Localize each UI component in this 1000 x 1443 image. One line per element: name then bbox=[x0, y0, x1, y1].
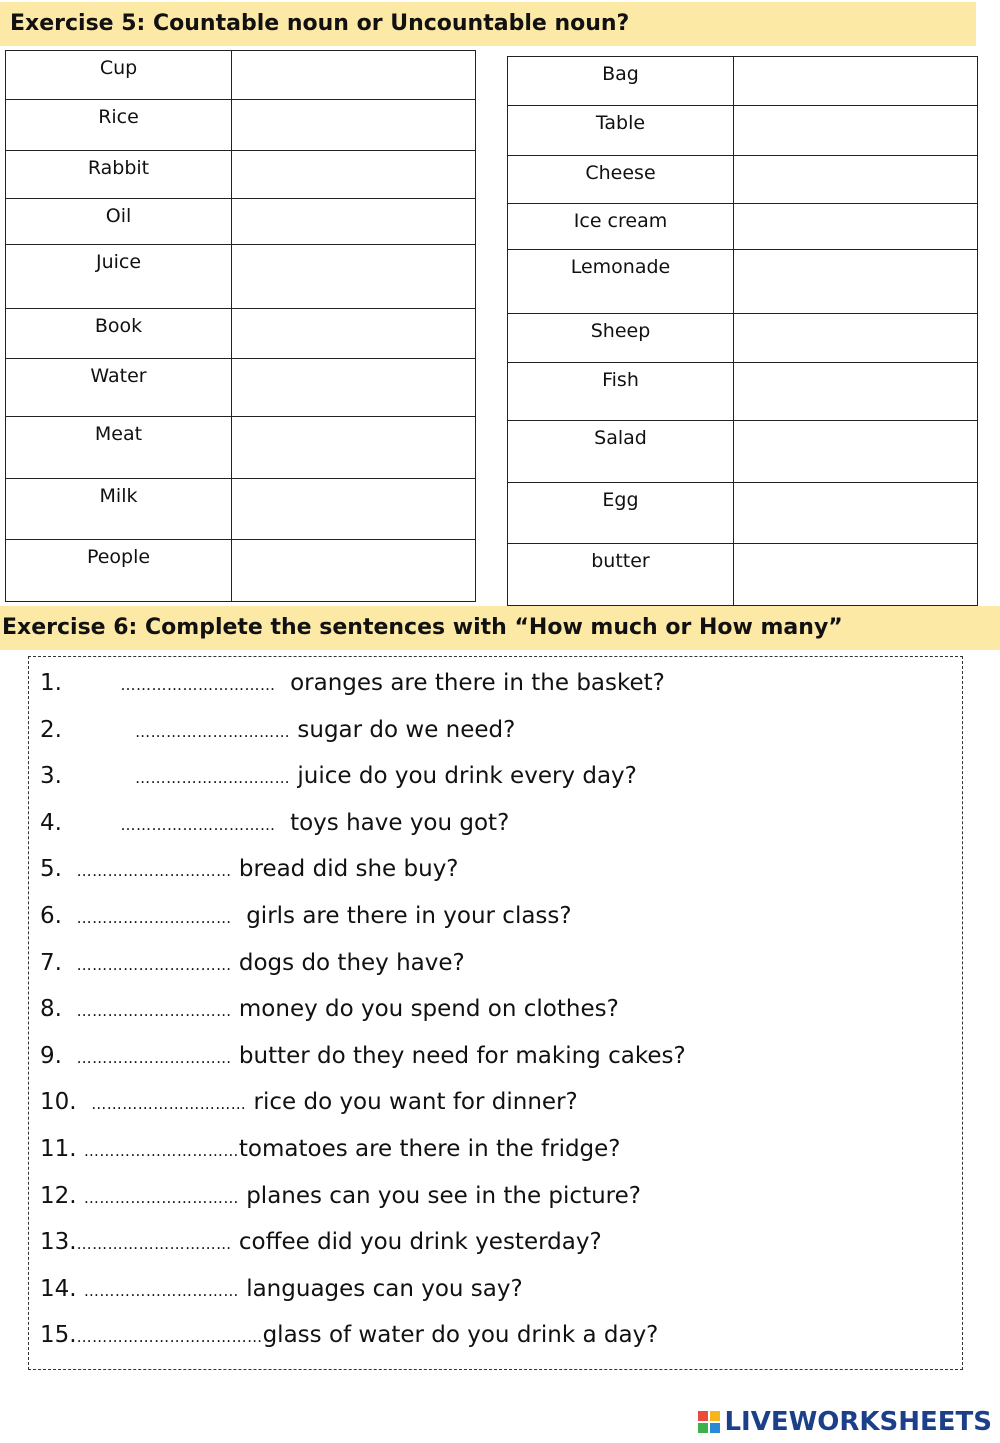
answer-blank[interactable]: ………………………… bbox=[91, 1095, 247, 1114]
sentence-text: sugar do we need? bbox=[290, 716, 516, 743]
answer-blank[interactable]: ……………………………… bbox=[76, 1328, 263, 1347]
sentence-number: 13. bbox=[40, 1229, 77, 1256]
answer-field[interactable] bbox=[232, 199, 476, 245]
sentence-item bbox=[40, 1183, 641, 1209]
answer-field[interactable] bbox=[232, 309, 476, 359]
sentence-text: toys have you got? bbox=[275, 809, 510, 836]
answer-field[interactable] bbox=[232, 359, 476, 417]
sentence-item bbox=[40, 1136, 621, 1162]
sentence-item bbox=[40, 1089, 578, 1115]
answer-blank[interactable]: ………………………… bbox=[120, 815, 276, 834]
noun-cell: Lemonade bbox=[508, 250, 734, 314]
sentence-gap bbox=[77, 1183, 84, 1209]
sentence-item bbox=[40, 670, 665, 696]
answer-field[interactable] bbox=[232, 417, 476, 479]
answer-field[interactable] bbox=[232, 540, 476, 602]
answer-field[interactable] bbox=[734, 106, 978, 156]
sentence-item bbox=[40, 903, 572, 929]
noun-cell: Milk bbox=[6, 479, 232, 540]
table-row bbox=[508, 57, 978, 106]
sentence-text: girls are there in your class? bbox=[231, 903, 572, 929]
exercise-5-title: Exercise 5: Countable noun or Uncountable noun? bbox=[0, 2, 976, 46]
answer-blank[interactable]: ………………………… bbox=[76, 1002, 232, 1021]
noun-table-left bbox=[5, 50, 476, 602]
sentence-item bbox=[40, 810, 509, 836]
table-row bbox=[6, 359, 476, 417]
answer-blank[interactable]: ………………………… bbox=[76, 909, 232, 927]
noun-cell: Oil bbox=[6, 199, 232, 245]
sentence-gap bbox=[62, 810, 121, 836]
sentence-number: 1. bbox=[40, 670, 62, 696]
answer-field[interactable] bbox=[734, 544, 978, 606]
sentence-gap bbox=[62, 763, 135, 789]
noun-cell: People bbox=[6, 540, 232, 602]
sentence-item bbox=[40, 856, 459, 882]
answer-blank[interactable]: ………………………… bbox=[76, 862, 232, 881]
sentence-text: juice do you drink every day? bbox=[290, 763, 637, 790]
answer-field[interactable] bbox=[734, 421, 978, 483]
table-row bbox=[508, 314, 978, 363]
sentence-text: planes can you see in the picture? bbox=[238, 1182, 641, 1209]
sentence-gap bbox=[77, 1136, 84, 1162]
noun-cell: Sheep bbox=[508, 314, 734, 363]
answer-field[interactable] bbox=[734, 57, 978, 106]
sentence-number: 7. bbox=[40, 949, 62, 976]
sentence-gap bbox=[77, 1089, 92, 1115]
sentence-text: glass of water do you drink a day? bbox=[262, 1322, 659, 1349]
noun-cell: Fish bbox=[508, 363, 734, 421]
liveworksheets-logo-icon bbox=[698, 1411, 720, 1433]
sentence-item bbox=[40, 763, 637, 789]
answer-field[interactable] bbox=[232, 100, 476, 151]
answer-blank[interactable]: ………………………… bbox=[120, 676, 276, 694]
table-row bbox=[508, 204, 978, 250]
answer-blank[interactable]: ………………………… bbox=[83, 1281, 239, 1300]
sentence-text: dogs do they have? bbox=[231, 949, 465, 976]
sentence-text: languages can you say? bbox=[238, 1275, 523, 1302]
answer-blank[interactable]: ………………………… bbox=[83, 1188, 239, 1207]
noun-cell: Cup bbox=[6, 51, 232, 100]
answer-blank[interactable]: ………………………… bbox=[76, 955, 232, 974]
table-row bbox=[6, 309, 476, 359]
sentence-gap bbox=[62, 996, 77, 1022]
sentence-number: 12. bbox=[40, 1182, 77, 1209]
sentence-text: oranges are there in the basket? bbox=[275, 670, 665, 696]
table-row bbox=[6, 100, 476, 151]
answer-field[interactable] bbox=[232, 51, 476, 100]
sentence-number: 8. bbox=[40, 996, 62, 1023]
table-row bbox=[6, 199, 476, 245]
sentence-number: 5. bbox=[40, 856, 62, 883]
table-row bbox=[508, 363, 978, 421]
answer-blank[interactable]: ………………………… bbox=[76, 1048, 232, 1067]
sentence-number: 11. bbox=[40, 1136, 77, 1162]
answer-field[interactable] bbox=[734, 156, 978, 204]
sentence-number: 6. bbox=[40, 903, 62, 929]
table-row bbox=[508, 421, 978, 483]
table-row bbox=[6, 51, 476, 100]
answer-field[interactable] bbox=[734, 204, 978, 250]
table-row bbox=[508, 156, 978, 204]
noun-cell: Ice cream bbox=[508, 204, 734, 250]
sentence-gap bbox=[62, 717, 135, 743]
logo-text: LIVEWORKSHEETS bbox=[724, 1407, 992, 1437]
sentence-number: 9. bbox=[40, 1042, 62, 1069]
noun-cell: butter bbox=[508, 544, 734, 606]
sentence-text: rice do you want for dinner? bbox=[246, 1089, 578, 1116]
sentence-text: bread did she buy? bbox=[231, 856, 459, 883]
noun-cell: Salad bbox=[508, 421, 734, 483]
liveworksheets-logo bbox=[698, 1407, 992, 1437]
sentence-item bbox=[40, 950, 465, 976]
table-row bbox=[508, 483, 978, 544]
sentence-number: 10. bbox=[40, 1089, 77, 1116]
table-row bbox=[508, 106, 978, 156]
answer-field[interactable] bbox=[734, 363, 978, 421]
answer-field[interactable] bbox=[232, 479, 476, 540]
sentence-gap bbox=[62, 1043, 77, 1069]
exercise-6-title: Exercise 6: Complete the sentences with “How much or How many” bbox=[0, 606, 1000, 650]
sentence-item bbox=[40, 1043, 686, 1069]
answer-field[interactable] bbox=[232, 151, 476, 199]
table-row bbox=[6, 417, 476, 479]
answer-field[interactable] bbox=[734, 483, 978, 544]
sentence-item bbox=[40, 1229, 602, 1255]
noun-cell: Juice bbox=[6, 245, 232, 309]
answer-field[interactable] bbox=[734, 250, 978, 314]
table-row bbox=[6, 245, 476, 309]
noun-cell: Rabbit bbox=[6, 151, 232, 199]
sentence-gap bbox=[62, 670, 121, 696]
sentence-gap bbox=[62, 950, 77, 976]
sentence-number: 2. bbox=[40, 716, 62, 743]
sentence-text: butter do they need for making cakes? bbox=[231, 1042, 686, 1069]
table-row bbox=[6, 540, 476, 602]
noun-cell: Water bbox=[6, 359, 232, 417]
noun-cell: Cheese bbox=[508, 156, 734, 204]
sentence-number: 4. bbox=[40, 809, 62, 836]
answer-blank[interactable]: ………………………… bbox=[76, 1235, 232, 1254]
answer-field[interactable] bbox=[734, 314, 978, 363]
sentence-text: coffee did you drink yesterday? bbox=[231, 1229, 602, 1256]
answer-field[interactable] bbox=[232, 245, 476, 309]
sentence-item bbox=[40, 996, 619, 1022]
sentence-number: 3. bbox=[40, 763, 62, 790]
noun-cell: Egg bbox=[508, 483, 734, 544]
noun-cell: Bag bbox=[508, 57, 734, 106]
table-row bbox=[508, 250, 978, 314]
sentence-gap bbox=[62, 903, 77, 929]
sentence-item bbox=[40, 1322, 658, 1348]
sentence-number: 14. bbox=[40, 1275, 77, 1302]
sentence-item bbox=[40, 1276, 523, 1302]
noun-cell: Table bbox=[508, 106, 734, 156]
sentence-number: 15. bbox=[40, 1322, 77, 1349]
answer-blank[interactable]: ………………………… bbox=[83, 1142, 239, 1160]
sentence-text: money do you spend on clothes? bbox=[231, 996, 619, 1023]
answer-blank[interactable]: ………………………… bbox=[135, 722, 291, 741]
noun-cell: Meat bbox=[6, 417, 232, 479]
table-row bbox=[6, 151, 476, 199]
sentence-gap bbox=[62, 856, 77, 882]
table-row bbox=[508, 544, 978, 606]
sentence-gap bbox=[77, 1276, 84, 1302]
answer-blank[interactable]: ………………………… bbox=[135, 769, 291, 788]
sentence-item bbox=[40, 717, 515, 743]
noun-table-right bbox=[507, 56, 978, 606]
noun-cell: Rice bbox=[6, 100, 232, 151]
table-row bbox=[6, 479, 476, 540]
sentence-text: tomatoes are there in the fridge? bbox=[238, 1136, 621, 1162]
noun-cell: Book bbox=[6, 309, 232, 359]
